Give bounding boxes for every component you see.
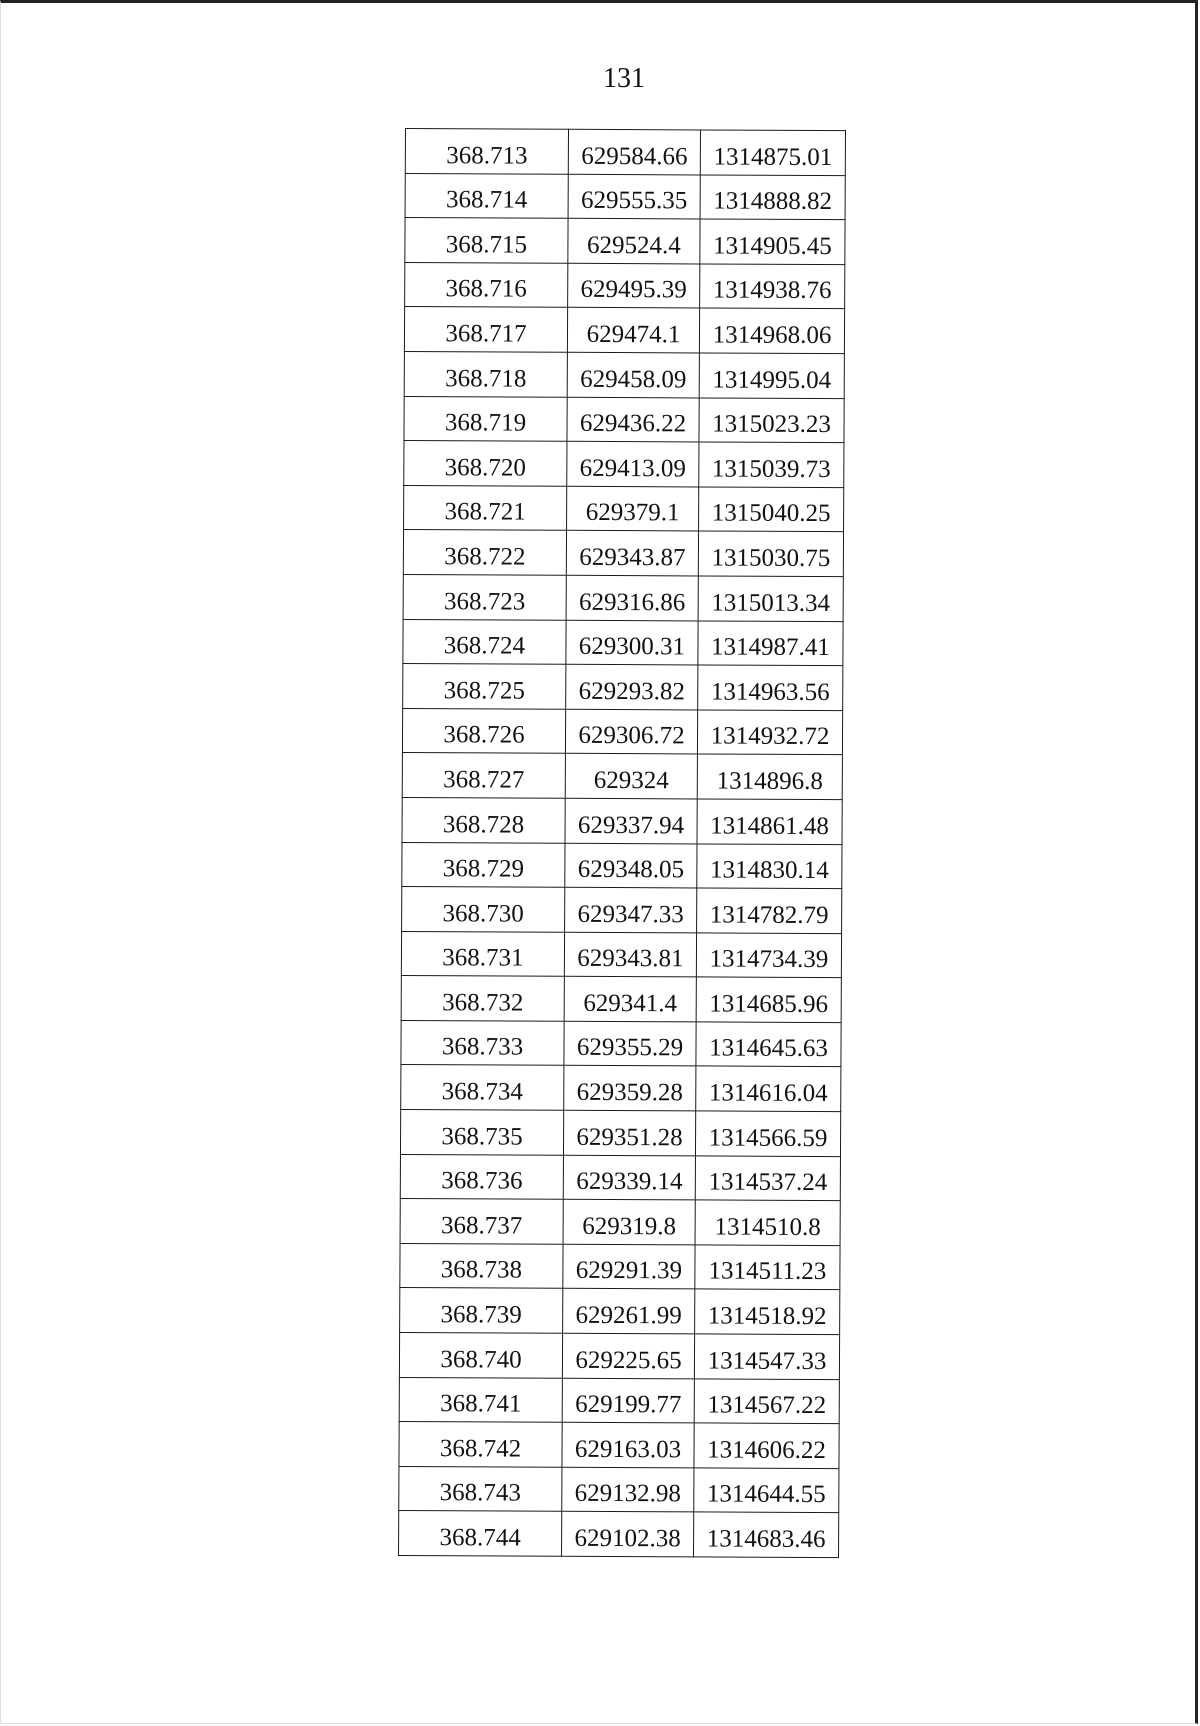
y-coordinate-cell: 1314782.79 (697, 888, 842, 933)
x-coordinate-cell: 629359.28 (564, 1066, 696, 1111)
station-cell: 368.737 (400, 1199, 563, 1244)
x-coordinate-cell: 629316.86 (566, 575, 698, 620)
x-coordinate-cell: 629413.09 (567, 441, 699, 486)
x-coordinate-cell: 629343.87 (566, 531, 698, 576)
station-cell: 368.733 (401, 1020, 564, 1065)
table-row (402, 797, 842, 844)
x-coordinate-cell: 629291.39 (563, 1244, 695, 1289)
table-row (405, 173, 845, 220)
y-coordinate-cell: 1314616.04 (696, 1066, 841, 1111)
y-coordinate-cell: 1314938.76 (700, 264, 845, 309)
table-row (405, 129, 845, 176)
table-row (403, 664, 843, 711)
y-coordinate-cell: 1315023.23 (699, 398, 844, 443)
y-coordinate-cell: 1314734.39 (696, 933, 841, 978)
y-coordinate-cell: 1314518.92 (695, 1289, 840, 1334)
y-coordinate-cell: 1314888.82 (700, 175, 845, 220)
y-coordinate-cell: 1314932.72 (697, 710, 842, 755)
y-coordinate-cell: 1314644.55 (694, 1468, 839, 1513)
table-row (399, 1377, 839, 1424)
station-cell: 368.739 (400, 1288, 563, 1333)
y-coordinate-cell: 1314968.06 (699, 308, 844, 353)
x-coordinate-cell: 629584.66 (568, 129, 700, 174)
station-cell: 368.720 (404, 441, 567, 486)
x-coordinate-cell: 629458.09 (567, 352, 699, 397)
x-coordinate-cell: 629300.31 (566, 620, 698, 665)
table-row (400, 1199, 840, 1246)
station-cell: 368.740 (399, 1333, 562, 1378)
y-coordinate-cell: 1314547.33 (694, 1334, 839, 1379)
x-coordinate-cell: 629324 (565, 754, 697, 799)
station-cell: 368.734 (401, 1065, 564, 1110)
x-coordinate-cell: 629341.4 (564, 977, 696, 1022)
station-cell: 368.732 (401, 976, 564, 1021)
station-cell: 368.717 (404, 307, 567, 352)
table-row (399, 1466, 839, 1513)
y-coordinate-cell: 1314905.45 (700, 219, 845, 264)
table-row (401, 931, 841, 978)
x-coordinate-cell: 629163.03 (562, 1423, 694, 1468)
y-coordinate-cell: 1314963.56 (698, 665, 843, 710)
x-coordinate-cell: 629343.81 (564, 932, 696, 977)
y-coordinate-cell: 1314606.22 (694, 1423, 839, 1468)
station-cell: 368.715 (405, 218, 568, 263)
y-coordinate-cell: 1314987.41 (698, 620, 843, 665)
station-cell: 368.719 (404, 396, 567, 441)
y-coordinate-cell: 1314683.46 (694, 1512, 839, 1557)
y-coordinate-cell: 1314510.8 (695, 1200, 840, 1245)
station-cell: 368.738 (400, 1243, 563, 1288)
table-row (402, 753, 842, 800)
y-coordinate-cell: 1314685.96 (696, 977, 841, 1022)
table-row (404, 307, 844, 354)
station-cell: 368.716 (405, 262, 568, 307)
page-number: 131 (603, 63, 645, 94)
x-coordinate-cell: 629524.4 (568, 218, 700, 263)
station-cell: 368.727 (402, 753, 565, 798)
x-coordinate-cell: 629379.1 (567, 486, 699, 531)
y-coordinate-cell: 1314896.8 (697, 754, 842, 799)
station-cell: 368.728 (402, 797, 565, 842)
x-coordinate-cell: 629555.35 (568, 174, 700, 219)
station-cell: 368.725 (403, 664, 566, 709)
table-row (400, 1110, 840, 1157)
table-row (400, 1288, 840, 1335)
x-coordinate-cell: 629199.77 (562, 1378, 694, 1423)
x-coordinate-cell: 629495.39 (568, 263, 700, 308)
y-coordinate-cell: 1315013.34 (698, 576, 843, 621)
coordinates-table (398, 128, 846, 1558)
table-row (399, 1422, 839, 1469)
x-coordinate-cell: 629319.8 (563, 1200, 695, 1245)
station-cell: 368.741 (399, 1377, 562, 1422)
station-cell: 368.731 (401, 931, 564, 976)
table-row (403, 619, 843, 666)
x-coordinate-cell: 629347.33 (565, 887, 697, 932)
station-cell: 368.744 (399, 1511, 562, 1556)
table-row (399, 1333, 839, 1380)
y-coordinate-cell: 1314537.24 (695, 1156, 840, 1201)
station-cell: 368.729 (402, 842, 565, 887)
station-cell: 368.724 (403, 619, 566, 664)
y-coordinate-cell: 1315039.73 (699, 442, 844, 487)
y-coordinate-cell: 1314567.22 (694, 1379, 839, 1424)
y-coordinate-cell: 1314511.23 (695, 1245, 840, 1290)
table-row (400, 1154, 840, 1201)
x-coordinate-cell: 629339.14 (563, 1155, 695, 1200)
x-coordinate-cell: 629132.98 (562, 1467, 694, 1512)
station-cell: 368.730 (402, 887, 565, 932)
x-coordinate-cell: 629348.05 (565, 843, 697, 888)
y-coordinate-cell: 1315040.25 (699, 487, 844, 532)
table-row (402, 887, 842, 934)
y-coordinate-cell: 1314995.04 (699, 353, 844, 398)
y-coordinate-cell: 1314566.59 (695, 1111, 840, 1156)
table-row (401, 976, 841, 1023)
station-cell: 368.713 (405, 129, 568, 174)
y-coordinate-cell: 1315030.75 (698, 531, 843, 576)
x-coordinate-cell: 629102.38 (562, 1512, 694, 1557)
coordinates-table-body (399, 129, 846, 1558)
station-cell: 368.736 (400, 1154, 563, 1199)
table-row (404, 396, 844, 443)
table-row (400, 1243, 840, 1290)
table-row (403, 530, 843, 577)
table-row (401, 1065, 841, 1112)
y-coordinate-cell: 1314830.14 (697, 843, 842, 888)
station-cell: 368.718 (404, 351, 567, 396)
table-row (402, 708, 842, 755)
station-cell: 368.714 (405, 173, 568, 218)
table-row (401, 1020, 841, 1067)
y-coordinate-cell: 1314875.01 (700, 130, 845, 175)
x-coordinate-cell: 629306.72 (565, 709, 697, 754)
table-row (405, 262, 845, 309)
y-coordinate-cell: 1314861.48 (697, 799, 842, 844)
x-coordinate-cell: 629225.65 (562, 1333, 694, 1378)
station-cell: 368.726 (402, 708, 565, 753)
x-coordinate-cell: 629351.28 (563, 1110, 695, 1155)
station-cell: 368.742 (399, 1422, 562, 1467)
station-cell: 368.735 (400, 1110, 563, 1155)
y-coordinate-cell: 1314645.63 (696, 1022, 841, 1067)
station-cell: 368.743 (399, 1466, 562, 1511)
table-row (402, 842, 842, 889)
x-coordinate-cell: 629337.94 (565, 798, 697, 843)
table-row (404, 485, 844, 532)
x-coordinate-cell: 629293.82 (566, 664, 698, 709)
table-row (403, 574, 843, 621)
station-cell: 368.721 (404, 485, 567, 530)
x-coordinate-cell: 629474.1 (567, 308, 699, 353)
station-cell: 368.723 (403, 574, 566, 619)
table-row (404, 441, 844, 488)
table-row (404, 351, 844, 398)
x-coordinate-cell: 629355.29 (564, 1021, 696, 1066)
x-coordinate-cell: 629436.22 (567, 397, 699, 442)
table-row (399, 1511, 839, 1558)
station-cell: 368.722 (403, 530, 566, 575)
table-row (405, 218, 845, 265)
x-coordinate-cell: 629261.99 (563, 1289, 695, 1334)
